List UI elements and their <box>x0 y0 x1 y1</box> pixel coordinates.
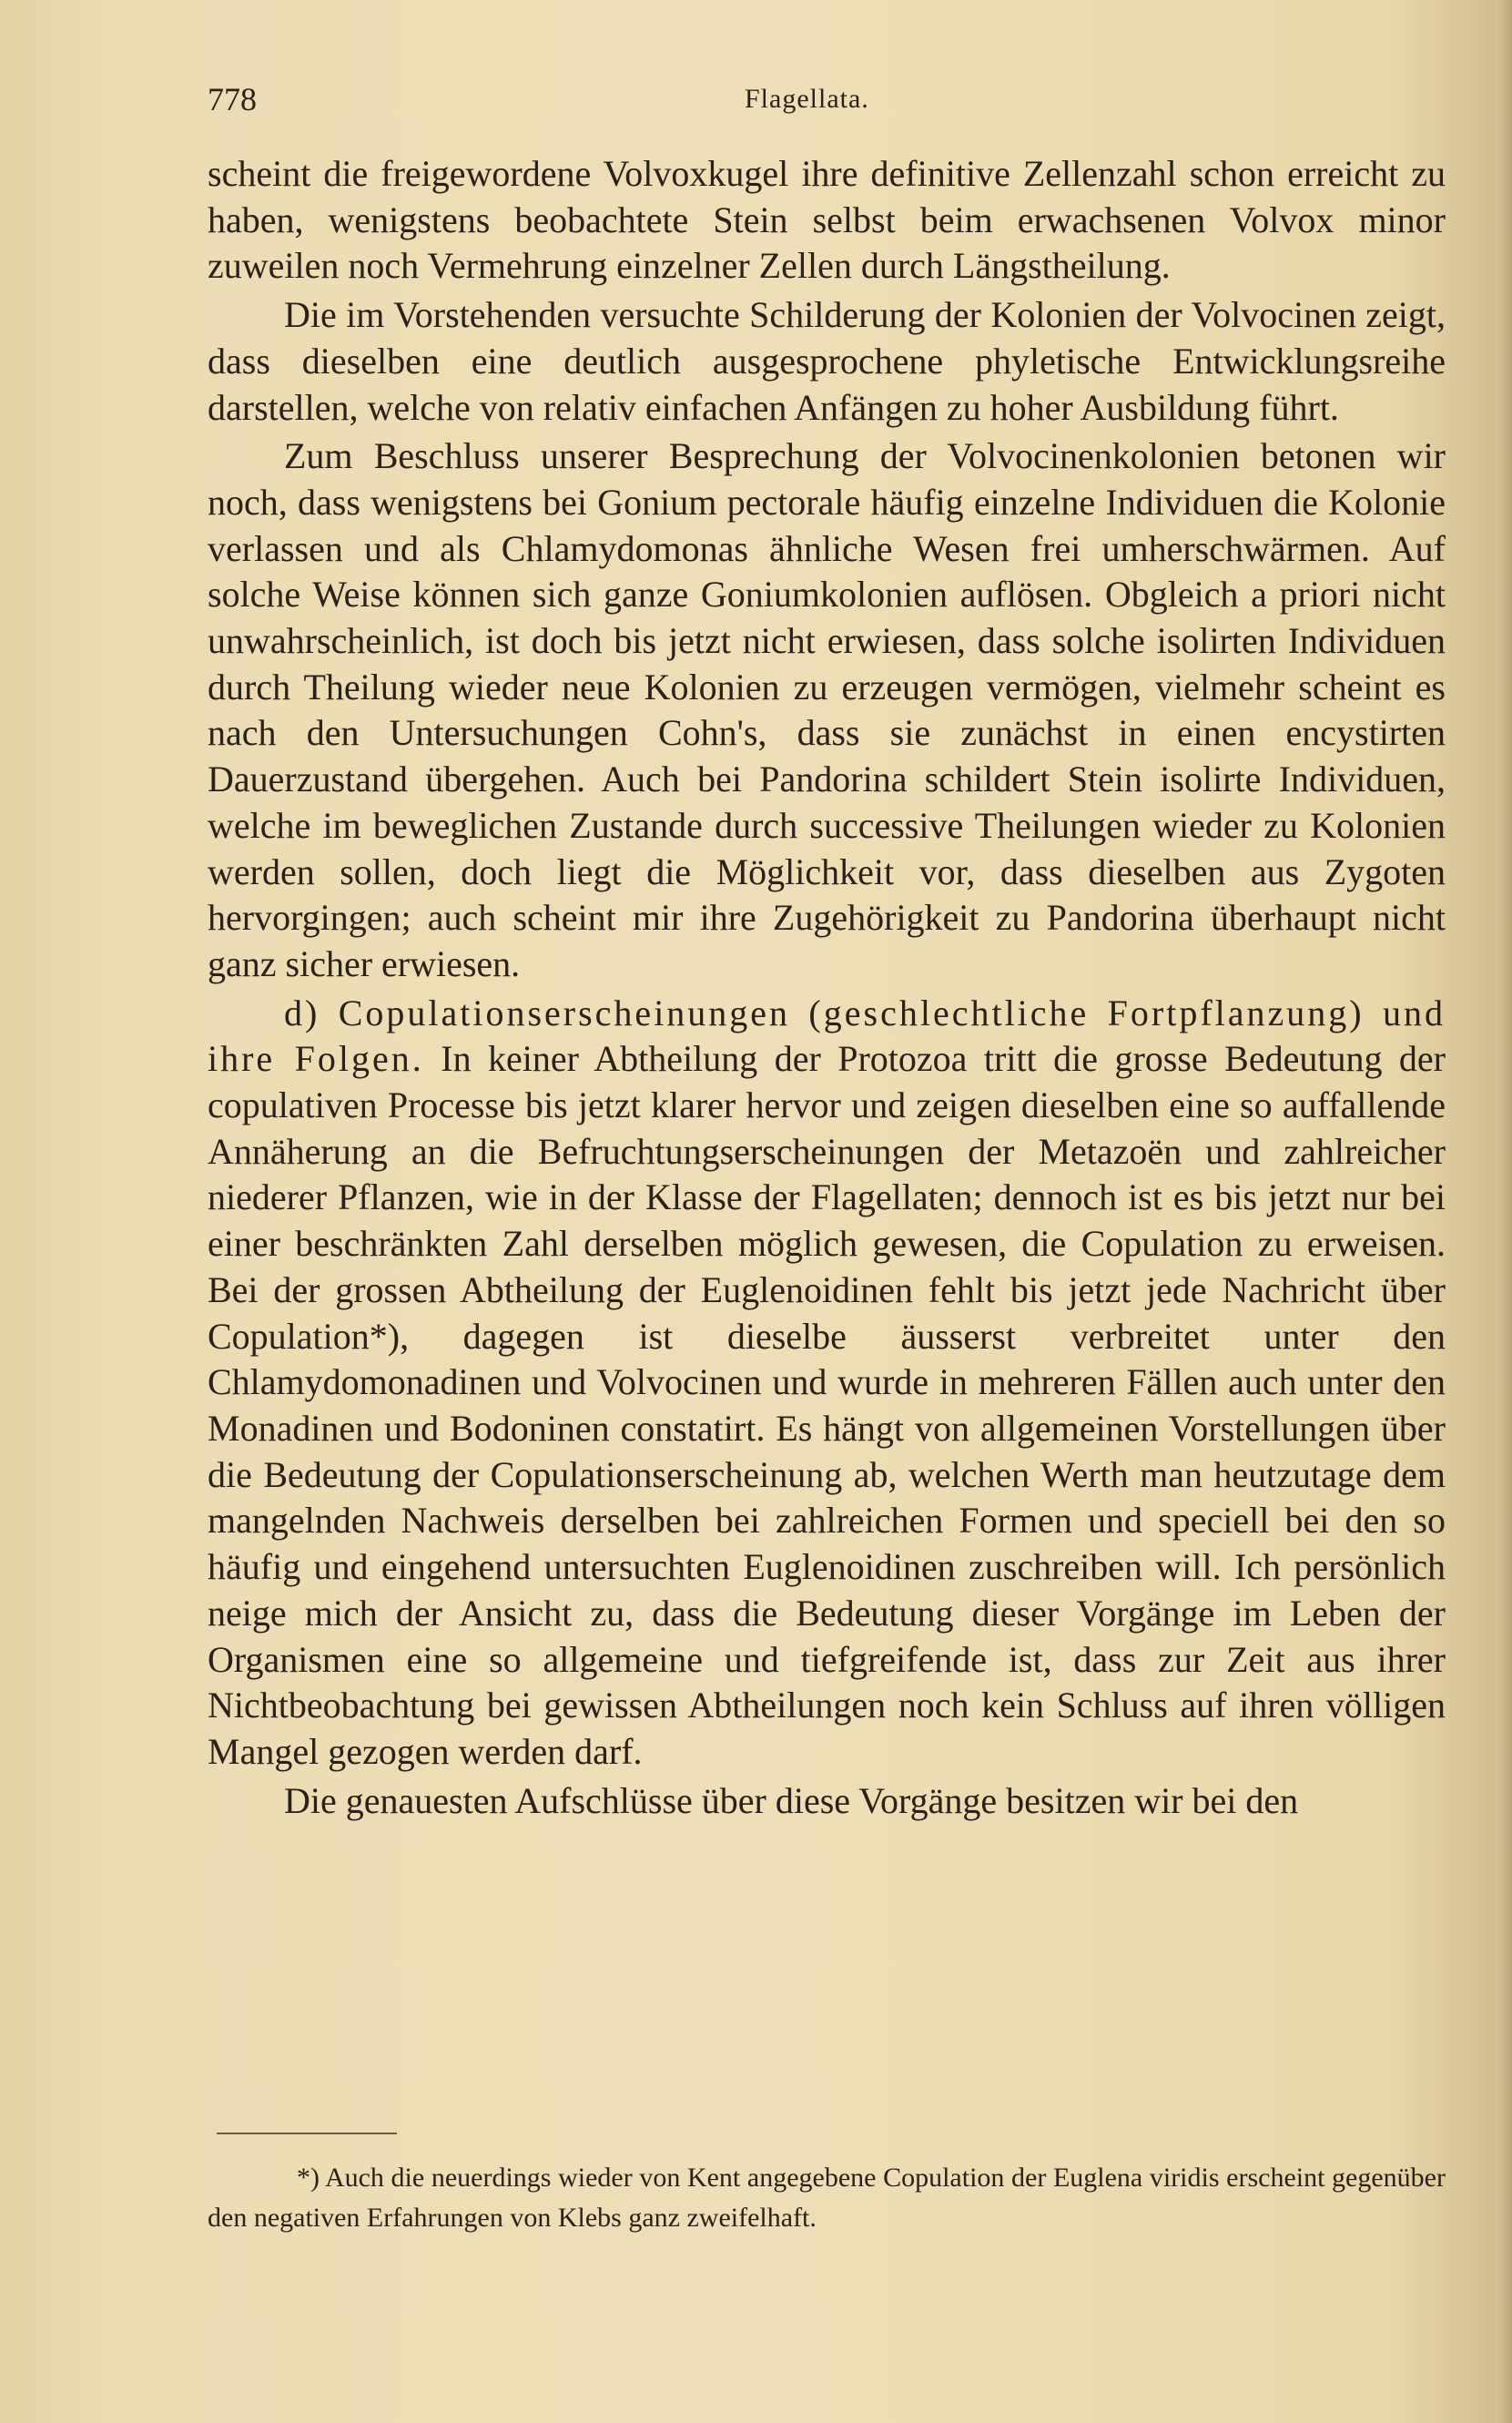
section-heading: d) Copulationserscheinungen (geschlechtliche Fortpflanzung) und ihre Folgen. <box>208 992 1446 1080</box>
page-edge <box>1496 0 1512 2423</box>
paragraph-1: scheint die freigewordene Volvoxkugel ihre definitive Zellenzahl schon erreicht zu haben, wenigstens beobachtete Stein selbst beim erwachsenen Volvox minor zuweilen noch Vermehrung einzelner Zellen durch Längstheilung. <box>208 153 1446 287</box>
paragraph-5: Die genauesten Aufschlüsse über diese Vorgänge besitzen wir bei den <box>284 1779 1299 1821</box>
footnote <box>208 2158 1446 2238</box>
page-number: 778 <box>208 81 257 117</box>
paragraph-4-text: In keiner Abtheilung der Protozoa tritt die grosse Bedeutung der copulativen Processe bis jetzt klarer hervor und zeigen dieselben eine so auffallende Annäherung an die Befruchtungserscheinungen der Metazoën und zahlreicher niederer Pflanzen, wie in der Klasse der Flagellaten; dennoch ist es bis jetzt nur bei einer beschränkten Zahl derselben möglich gewesen, die Copulation zu erweisen. Bei der grossen Abtheilung der Euglenoidinen fehlt bis jetzt jede Nachricht über Copulation*), dagegen ist dieselbe äusserst verbreitet unter den Chlamydomonadinen und Volvocinen und wurde in mehreren Fällen auch unter den Monadinen und Bodoninen constatirt. Es hängt von allgemeinen Vorstellungen über die Bedeutung der Copulationserscheinung ab, welchen Werth man heutzutage dem mangelnden Nachweis derselben bei zahlreichen Formen und speciell bei den so häufig und eingehend untersuchten Euglenoidinen zuschreiben will. Ich persönlich neige mich der Ansicht zu, dass die Bedeutung dieser Vorgänge im Leben der Organismen eine so allgemeine und tiefgreifende ist, dass zur Zeit aus ihrer Nichtbeobachtung bei gewissen Abtheilungen noch kein Schluss auf ihren völligen Mangel gezogen werden darf. <box>208 1038 1446 1772</box>
page-header <box>208 80 1446 135</box>
body-text <box>208 151 1446 1827</box>
footnote-text: *) Auch die neuerdings wieder von Kent angegebene Copulation der Euglena viridis erscheint gegenüber den negativen Erfahrungen von Klebs ganz zweifelhaft. <box>208 2163 1446 2233</box>
paragraph-3: Zum Beschluss unserer Besprechung der Volvocinenkolonien betonen wir noch, dass wenigstens bei Gonium pectorale häufig einzelne Individuen die Kolonie verlassen und als Chlamydomonas ähnliche Wesen frei umherschwärmen. Auf solche Weise können sich ganze Goniumkolonien auflösen. Obgleich a priori nicht unwahrscheinlich, ist doch bis jetzt nicht erwiesen, dass solche isolirten Individuen durch Theilung wieder neue Kolonien zu erzeugen vermögen, vielmehr scheint es nach den Untersuchungen Cohn's, dass sie zunächst in einen encystirten Dauerzustand übergehen. Auch bei Pandorina schildert Stein isolirte Individuen, welche im beweglichen Zustande durch successive Theilungen wieder zu Kolonien werden sollen, doch liegt die Möglichkeit vor, dass dieselben aus Zygoten hervorgingen; auch scheint mir ihre Zugehörigkeit zu Pandorina überhaupt nicht ganz sicher erwiesen. <box>208 435 1446 984</box>
footnote-rule <box>217 2133 397 2134</box>
paragraph-4 <box>208 991 1446 1776</box>
running-title: Flagellata. <box>745 84 869 114</box>
paragraph-2: Die im Vorstehenden versuchte Schilderung der Kolonien der Volvocinen zeigt, dass dieselben eine deutlich ausgesprochene phyletische Entwicklungsreihe darstellen, welche von relativ einfachen Anfängen zu hoher Ausbildung führt. <box>208 294 1446 428</box>
